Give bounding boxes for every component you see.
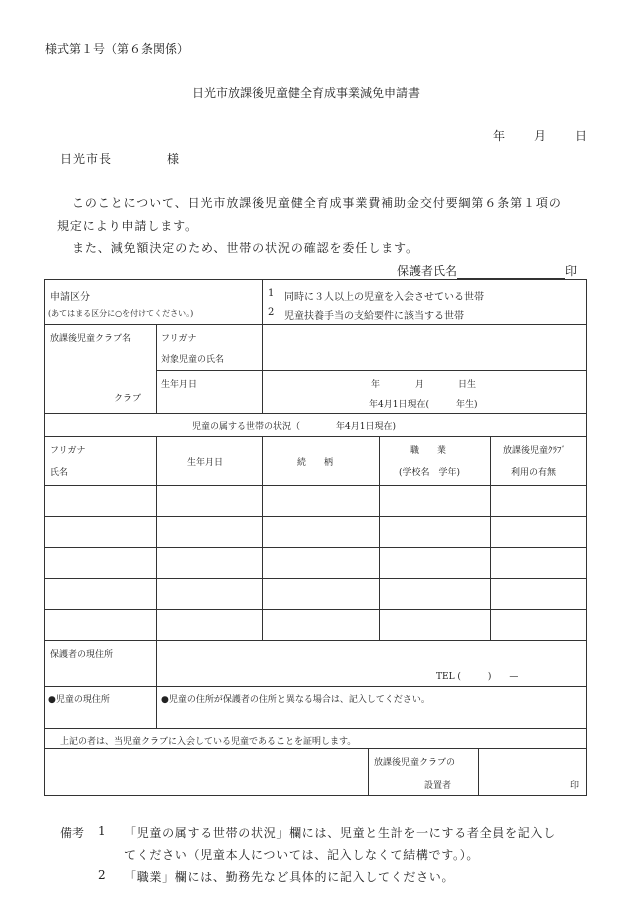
rule <box>44 324 587 325</box>
category-note: (あてはまる区分に○を付けてください。) <box>48 309 194 318</box>
date-day-label: 日 <box>575 129 588 143</box>
age-suffix: 年生) <box>456 400 478 410</box>
child-address-label: ●児童の現住所 <box>48 695 110 705</box>
guardian-address-label: 保護者の現住所 <box>50 650 114 660</box>
club-name-label: 放課後児童クラブ名 <box>50 334 132 344</box>
child-address-note: ●児童の住所が保護者の住所と異なる場合は、記入してください。 <box>161 695 430 705</box>
rule <box>44 640 587 641</box>
intro-line-2: 規定により申請します。 <box>57 219 198 233</box>
rule <box>44 516 587 517</box>
form-title: 日光市放課後児童健全育成事業減免申請書 <box>192 86 421 100</box>
addressee: 日光市長 <box>60 152 113 166</box>
rule <box>44 728 587 729</box>
rule <box>44 686 587 687</box>
intro-line-3: また、減免額決定のため、世帯の状況の確認を委任します。 <box>72 241 419 255</box>
rule <box>44 748 587 749</box>
rule <box>262 279 263 324</box>
rule <box>368 748 369 796</box>
rule <box>44 609 587 610</box>
founder-label-2: 設置者 <box>424 781 452 791</box>
guardian-seal: 印 <box>565 264 578 278</box>
rule <box>156 324 157 413</box>
addressee-honorific: 様 <box>167 152 180 166</box>
rule <box>478 748 479 796</box>
col-name: 氏名 <box>50 468 69 478</box>
rule <box>156 370 587 371</box>
intro-line-1: このことについて、日光市放課後児童健全育成事業費補助金交付要綱第６条第１項の <box>72 196 562 210</box>
rule <box>44 578 587 579</box>
household-heading: 児童の属する世帯の状況（ 年4月1日現在) <box>192 422 396 432</box>
note-1-line-2: てください（児童本人については、記入しなくて結構です。）。 <box>124 848 480 862</box>
category-option-2[interactable]: 児童扶養手当の支給要件に該当する世帯 <box>284 311 464 322</box>
category-label: 申請区分 <box>50 292 90 303</box>
note-1-line-1: 「児童の属する世帯の状況」欄には、児童と生計を一にする者全員を記入し <box>124 826 556 840</box>
col-occupation-sub: (学校名 学年) <box>399 468 461 478</box>
note-2-number: 2 <box>98 868 106 882</box>
guardian-name-label: 保護者氏名 <box>397 264 458 278</box>
date-month-label: 月 <box>534 129 547 143</box>
application-table <box>44 279 587 796</box>
rule <box>44 413 587 414</box>
col-club-use-sub: 利用の有無 <box>511 468 557 478</box>
col-furigana: フリガナ <box>50 446 86 456</box>
birth-month: 月 <box>415 380 425 390</box>
option-1-number: 1 <box>268 288 275 299</box>
date-year-label: 年 <box>493 129 506 143</box>
child-name-label: 対象児童の氏名 <box>161 355 225 365</box>
col-club-use: 放課後児童ｸﾗﾌﾞ <box>503 446 567 456</box>
club-suffix: クラブ <box>114 394 142 404</box>
age-as-of: 年4月1日現在( <box>369 400 429 410</box>
col-occupation: 職 業 <box>410 446 447 456</box>
guardian-name-field[interactable] <box>397 262 577 279</box>
birth-day: 日生 <box>458 380 477 390</box>
rule <box>262 324 263 413</box>
col-relation: 続 柄 <box>297 458 334 468</box>
founder-seal: 印 <box>570 781 580 791</box>
col-birthdate: 生年月日 <box>187 458 224 468</box>
form-number: 様式第１号（第６条関係） <box>45 42 190 56</box>
rule <box>44 436 587 437</box>
birthdate-label: 生年月日 <box>161 380 198 390</box>
rule <box>156 436 157 640</box>
category-option-1[interactable]: 同時に３人以上の児童を入会させている世帯 <box>284 292 484 303</box>
note-2: 「職業」欄には、勤務先など具体的に記入してください。 <box>124 870 455 884</box>
note-1-number: 1 <box>98 824 106 838</box>
rule <box>490 436 491 640</box>
founder-label: 放課後児童クラブの <box>374 758 456 768</box>
option-2-number: 2 <box>268 307 275 318</box>
guardian-name-blank[interactable] <box>457 266 565 279</box>
rule <box>262 436 263 640</box>
furigana-label: フリガナ <box>161 334 197 344</box>
rule <box>44 547 587 548</box>
birth-year: 年 <box>371 380 381 390</box>
notes-label: 備考 <box>60 826 85 840</box>
rule <box>156 640 157 728</box>
rule <box>44 485 587 486</box>
certification-text: 上記の者は、当児童クラブに入会している児童であることを証明します。 <box>60 737 357 747</box>
rule <box>379 436 380 640</box>
tel-label: TEL ( ) — <box>436 672 519 682</box>
